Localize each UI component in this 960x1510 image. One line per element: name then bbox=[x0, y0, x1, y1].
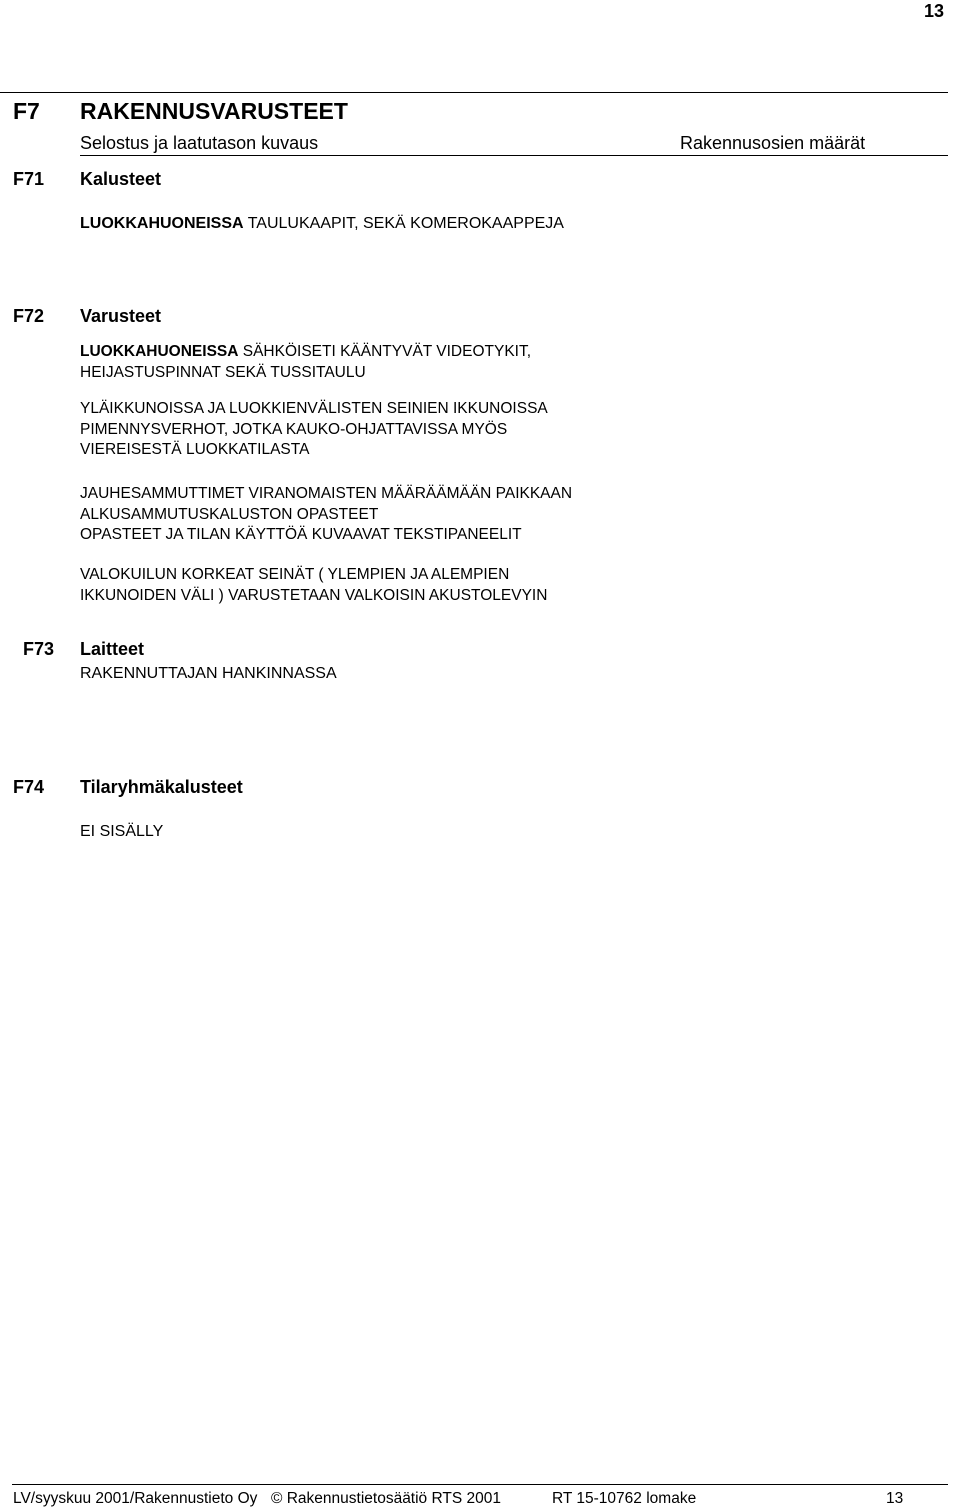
f72-p3-line2: ALKUSAMMUTUSKALUSTON OPASTEET bbox=[80, 506, 379, 523]
section-title-f71: Kalusteet bbox=[80, 169, 162, 189]
section-code-f71: F71 bbox=[13, 169, 45, 189]
page-number: 13 bbox=[923, 1, 944, 21]
f72-p1-rest-part: SÄHKÖISETI KÄÄNTYVÄT VIDEOTYKIT, bbox=[238, 343, 532, 360]
footer-rule bbox=[12, 1484, 948, 1485]
chapter-code: F7 bbox=[13, 98, 40, 124]
section-code-f72: F72 bbox=[13, 306, 45, 326]
f72-p1-line1 bbox=[80, 343, 531, 361]
f71-rest-part: TAULUKAAPIT, SEKÄ KOMEROKAAPPEJA bbox=[243, 215, 564, 232]
f73-text-line: RAKENNUTTAJAN HANKINNASSA bbox=[80, 665, 337, 682]
f72-p2-line2: PIMENNYSVERHOT, JOTKA KAUKO-OHJATTAVISSA MYÖS bbox=[80, 421, 508, 438]
f72-p4-line1: VALOKUILUN KORKEAT SEINÄT ( YLEMPIEN JA ALEMPIEN bbox=[80, 566, 510, 583]
quantities-label: Rakennusosien määrät bbox=[680, 133, 866, 153]
footer-edition: LV/syyskuu 2001/Rakennustieto Oy bbox=[13, 1490, 258, 1507]
f72-p2-line1: YLÄIKKUNOISSA JA LUOKKIENVÄLISTEN SEINIEN IKKUNOISSA bbox=[80, 400, 548, 417]
header-top-rule bbox=[0, 92, 948, 93]
footer-form-code: RT 15-10762 lomake bbox=[552, 1490, 697, 1507]
chapter-subtitle: Selostus ja laatutason kuvaus bbox=[80, 133, 319, 153]
f72-p4-line2: IKKUNOIDEN VÄLI ) VARUSTETAAN VALKOISIN AKUSTOLEVYIN bbox=[80, 587, 548, 604]
section-title-f72: Varusteet bbox=[80, 306, 162, 326]
section-code-f74: F74 bbox=[13, 777, 45, 797]
f72-p2-line3: VIEREISESTÄ LUOKKATILASTA bbox=[80, 441, 310, 458]
footer-page-number: 13 bbox=[886, 1490, 904, 1507]
section-title-f74: Tilaryhmäkalusteet bbox=[80, 777, 243, 797]
f71-text-line bbox=[80, 215, 564, 233]
header-bottom-rule bbox=[80, 155, 948, 156]
f72-p1-bold-part: LUOKKAHUONEISSA bbox=[80, 343, 239, 360]
chapter-title: RAKENNUSVARUSTEET bbox=[80, 98, 348, 124]
section-title-f73: Laitteet bbox=[80, 639, 145, 659]
f71-bold-part: LUOKKAHUONEISSA bbox=[80, 215, 244, 232]
f72-p3-line3: OPASTEET JA TILAN KÄYTTÖÄ KUVAAVAT TEKSTIPANEELIT bbox=[80, 526, 522, 543]
footer-copyright: © Rakennustietosäätiö RTS 2001 bbox=[271, 1490, 501, 1507]
f72-p1-line2: HEIJASTUSPINNAT SEKÄ TUSSITAULU bbox=[80, 364, 366, 381]
section-code-f73: F73 bbox=[23, 639, 55, 659]
f74-text-line: EI SISÄLLY bbox=[80, 823, 164, 840]
f72-p3-line1: JAUHESAMMUTTIMET VIRANOMAISTEN MÄÄRÄÄMÄÄN PAIKKAAN bbox=[80, 485, 573, 502]
